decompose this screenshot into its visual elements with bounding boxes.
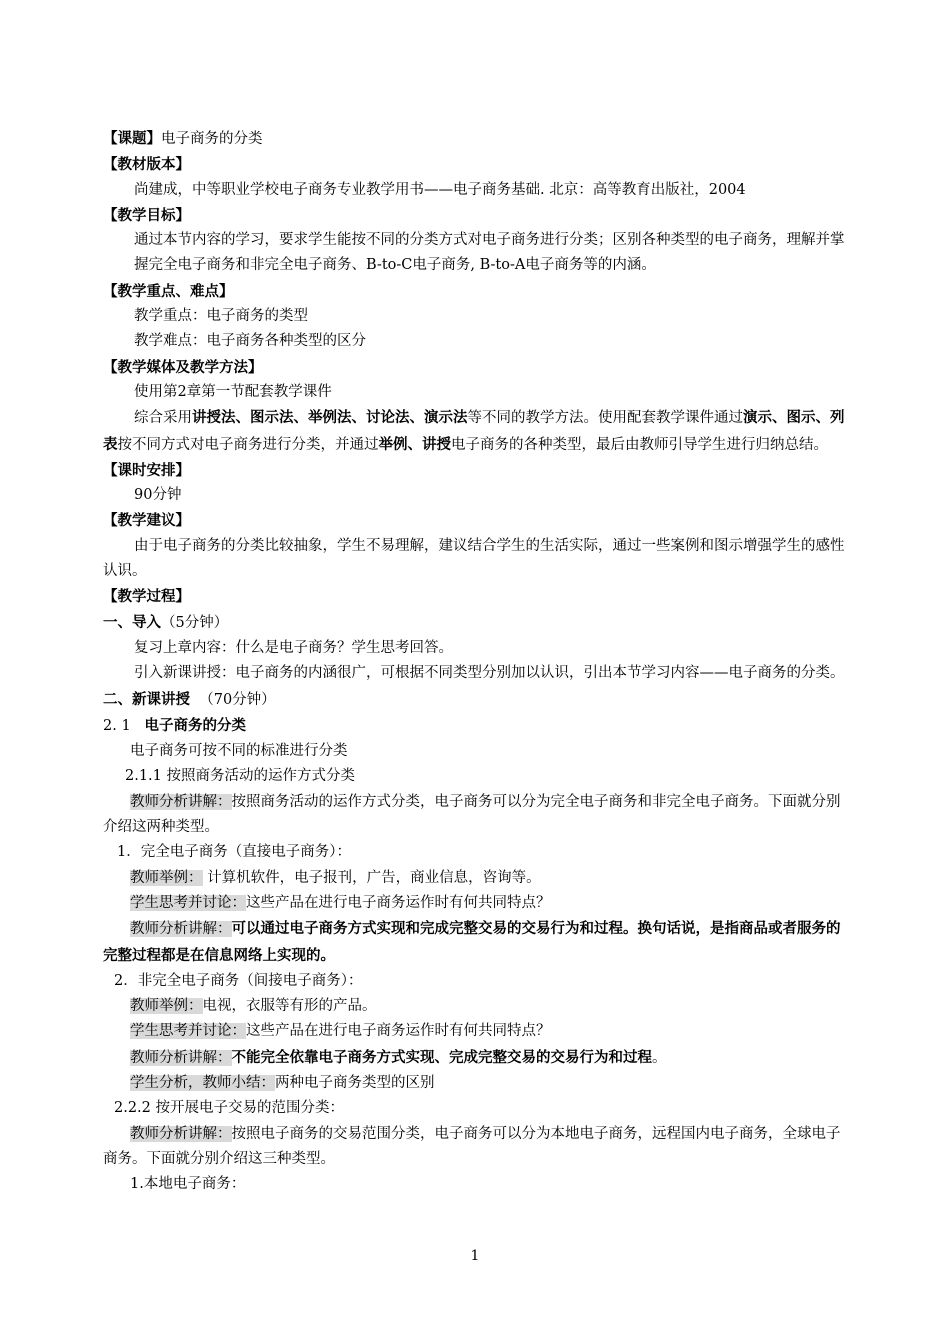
textbook-text: 尚建成，中等职业学校电子商务专业教学用书——电子商务基础. 北京：高等教育出版社，2004 — [134, 181, 746, 198]
teacher-explain — [103, 790, 848, 841]
intro-text: 引入新课讲授：电子商务的内涵很广，可根据不同类型分别加以认识，引出本节学习内容——电子商务的分类。 — [134, 665, 845, 682]
student-discuss — [103, 891, 848, 916]
highlight-label: 学生思考并讨论： — [130, 1023, 246, 1040]
media-text: 使用第2章第一节配套教学课件 — [134, 383, 332, 400]
text-run: 电视，衣服等有形的产品。 — [202, 998, 377, 1015]
highlight-label: 教师分析讲解： — [130, 1125, 232, 1142]
teacher-example — [103, 994, 848, 1019]
type-heading: 1．完全电子商务（直接电子商务）： — [117, 844, 351, 861]
key-point: 教学重点：电子商务的类型 — [134, 308, 308, 325]
text-run-bold: 可以通过电子商务方式实现和完成完整交易的交易行为和过程。换句话说，是指商品或者服务的完整过程都是在信息网络上实现的。 — [103, 920, 841, 964]
highlight-label: 教师分析讲解： — [130, 1049, 232, 1066]
text-run: 计算机软件，电子报刊，广告，商业信息，咨询等。 — [207, 869, 541, 886]
highlight-label: 教师举例： — [130, 869, 203, 886]
text-run-bold: 一、导入 — [103, 613, 161, 631]
teacher-explain — [103, 1122, 848, 1173]
section-head: 【教学目标】 — [103, 206, 190, 224]
document-body — [103, 126, 848, 1197]
text-run: 。 — [652, 1049, 667, 1066]
text-run: 这些产品在进行电子商务运作时有何共同特点？ — [246, 1023, 551, 1040]
student-discuss — [103, 1019, 848, 1044]
text-run-bold: 举例、讲授 — [378, 435, 451, 453]
type-heading: 2．非完全电子商务（间接电子商务）： — [114, 972, 363, 989]
highlight-label: 学生思考并讨论： — [130, 894, 246, 911]
difficult-point: 教学难点：电子商务各种类型的区分 — [134, 333, 366, 350]
student-summary — [103, 1071, 848, 1096]
page-number: 1 — [470, 1248, 480, 1264]
text-run: （70分钟） — [199, 691, 276, 708]
title-line — [103, 126, 848, 152]
intro-heading — [103, 610, 848, 636]
text-run-bold: 电子商务的分类 — [144, 716, 246, 734]
classification-text: 电子商务可按不同的标准进行分类 — [130, 743, 348, 760]
teacher-explain — [103, 1045, 848, 1071]
section-head: 【教材版本】 — [103, 156, 190, 174]
review-text: 复习上章内容：什么是电子商务？学生思考回答。 — [134, 639, 453, 656]
text-run: （5分钟） — [161, 614, 229, 631]
highlight-label: 教师分析讲解： — [130, 793, 232, 810]
lesson-title: 电子商务的分类 — [161, 131, 263, 147]
highlight-label: 学生分析，教师小结： — [130, 1074, 275, 1091]
teacher-example — [103, 866, 848, 891]
subsubsection-heading: 2.1.1 按照商务活动的运作方式分类 — [125, 768, 356, 785]
text-run-bold: 二、新课讲授 — [103, 690, 190, 708]
text-run: 按照商务活动的运作方式分类，电子商务可以分为完全电子商务和非完全电子商务。下面就分别介绍这两种类型。 — [103, 793, 841, 836]
teacher-explain — [103, 916, 848, 969]
section-head: 【教学媒体及教学方法】 — [103, 358, 263, 376]
text-run: 两种电子商务类型的区别 — [275, 1074, 435, 1091]
schedule-text: 90分钟 — [134, 487, 182, 504]
text-run: 综合采用 — [134, 410, 192, 427]
text-run: 按不同方式对电子商务进行分类，并通过 — [117, 436, 379, 453]
section-head: 【课时安排】 — [103, 461, 190, 479]
text-run: 等不同的教学方法。使用配套教学课件通过 — [467, 410, 743, 427]
highlight-label: 教师举例： — [130, 998, 203, 1015]
methods-paragraph — [103, 405, 848, 458]
text-run-bold: 讲授法、图示法、举例法、讨论法、演示法 — [192, 409, 468, 427]
section-head: 【课题】 — [103, 130, 161, 147]
text-run: 2. 1 — [103, 717, 131, 734]
text-run: 这些产品在进行电子商务运作时有何共同特点？ — [246, 894, 551, 911]
section-head: 【教学过程】 — [103, 588, 190, 606]
subsubsection-heading: 2.2.2 按开展电子交易的范围分类： — [114, 1100, 345, 1117]
text-run-bold: 不能完全依靠电子商务方式实现、完成完整交易的交易行为和过程 — [231, 1048, 652, 1066]
text-run: 电子商务的各种类型，最后由教师引导学生进行归纳总结。 — [451, 436, 828, 453]
text-run: 按照电子商务的交易范围分类，电子商务可以分为本地电子商务，远程国内电子商务，全球电子商务。下面就分别介绍这三种类型。 — [103, 1125, 841, 1167]
suggestion-text: 由于电子商务的分类比较抽象，学生不易理解，建议结合学生的生活实际，通过一些案例和图示增强学生的感性认识。 — [103, 537, 845, 580]
section-head: 【教学重点、难点】 — [103, 282, 234, 300]
lecture-heading — [103, 687, 848, 713]
section-head: 【教学建议】 — [103, 512, 190, 530]
text-run-bold: 演示、图示、列表 — [103, 409, 845, 453]
subsection-heading — [103, 713, 848, 739]
highlight-label: 教师分析讲解： — [130, 921, 232, 938]
objectives-text: 通过本节内容的学习，要求学生能按不同的分类方式对电子商务进行分类；区别各种类型的电子商务，理解并掌握完全电子商务和非完全电子商务、B-to-C电子商务, B-to-A电子商务等的内涵。 — [134, 232, 845, 274]
type-heading: 1.本地电子商务： — [130, 1176, 246, 1193]
